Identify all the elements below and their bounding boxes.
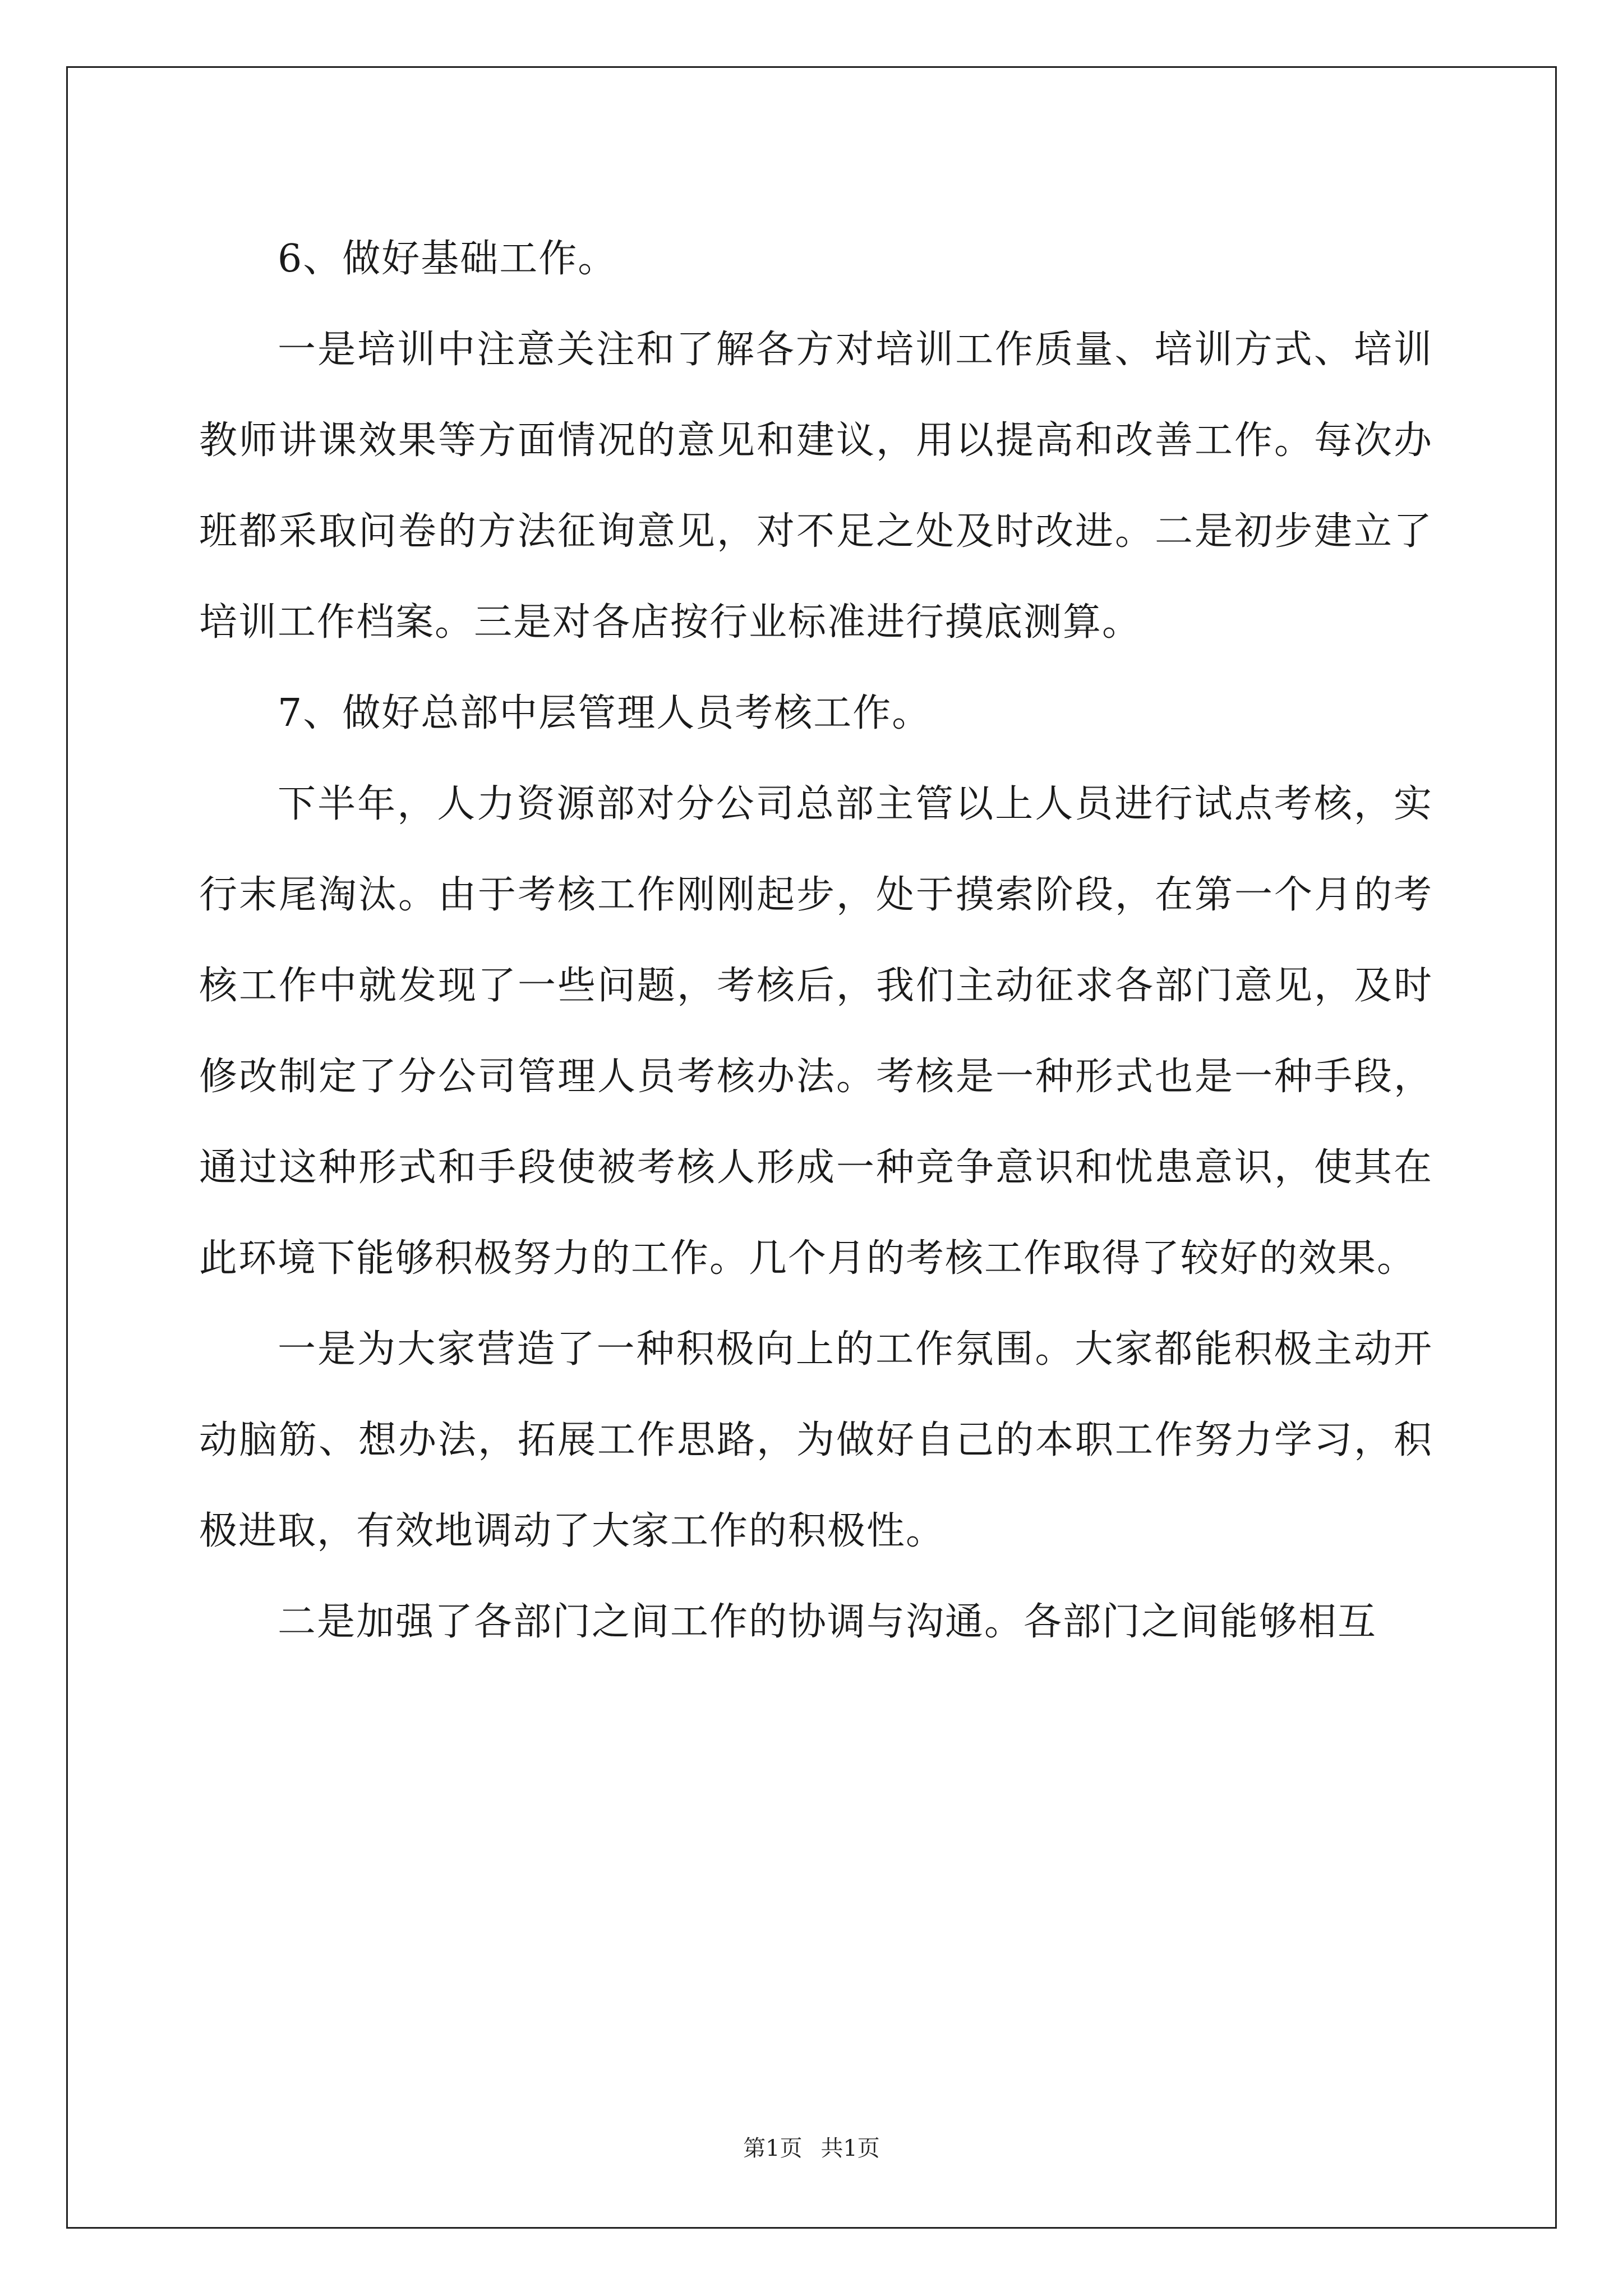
heading-assessment-work: 7、做好总部中层管理人员考核工作。 <box>278 691 932 735</box>
heading-basic-work: 6、做好基础工作。 <box>278 237 617 281</box>
paragraph-training-feedback: 一是培训中注意关注和了解各方对培训工作质量、培训方式、培训教师讲课效果等方面情况的意见和建议，用以提高和改善工作。每次办班都采取问卷的方法征询意见，对不足之处及时改进。二是初步建立了培训工作档案。三是对各店按行业标准进行摸底测算。 <box>199 328 1433 645</box>
paragraph-coordination: 二是加强了各部门之间工作的协调与沟通。各部门之间能够相互 <box>278 1600 1377 1644</box>
page-total: 共1页 <box>820 2136 880 2161</box>
document-body <box>199 214 1433 1668</box>
paragraph-assessment-details: 下半年，人力资源部对分公司总部主管以上人员进行试点考核，实行末尾淘汰。由于考核工作刚刚起步，处于摸索阶段，在第一个月的考核工作中就发现了一些问题，考核后，我们主动征求各部门意见，及时修改制定了分公司管理人员考核办法。考核是一种形式也是一种手段，通过这种形式和手段使被考核人形成一种竞争意识和忧患意识，使其在此环境下能够积极努力的工作。几个月的考核工作取得了较好的效果。 <box>199 782 1433 1281</box>
page-footer <box>0 2132 1623 2165</box>
page-number: 第1页 <box>743 2136 803 2161</box>
paragraph-positive-atmosphere: 一是为大家营造了一种积极向上的工作氛围。大家都能积极主动开动脑筋、想办法，拓展工作思路，为做好自己的本职工作努力学习，积极进取，有效地调动了大家工作的积极性。 <box>199 1327 1433 1553</box>
